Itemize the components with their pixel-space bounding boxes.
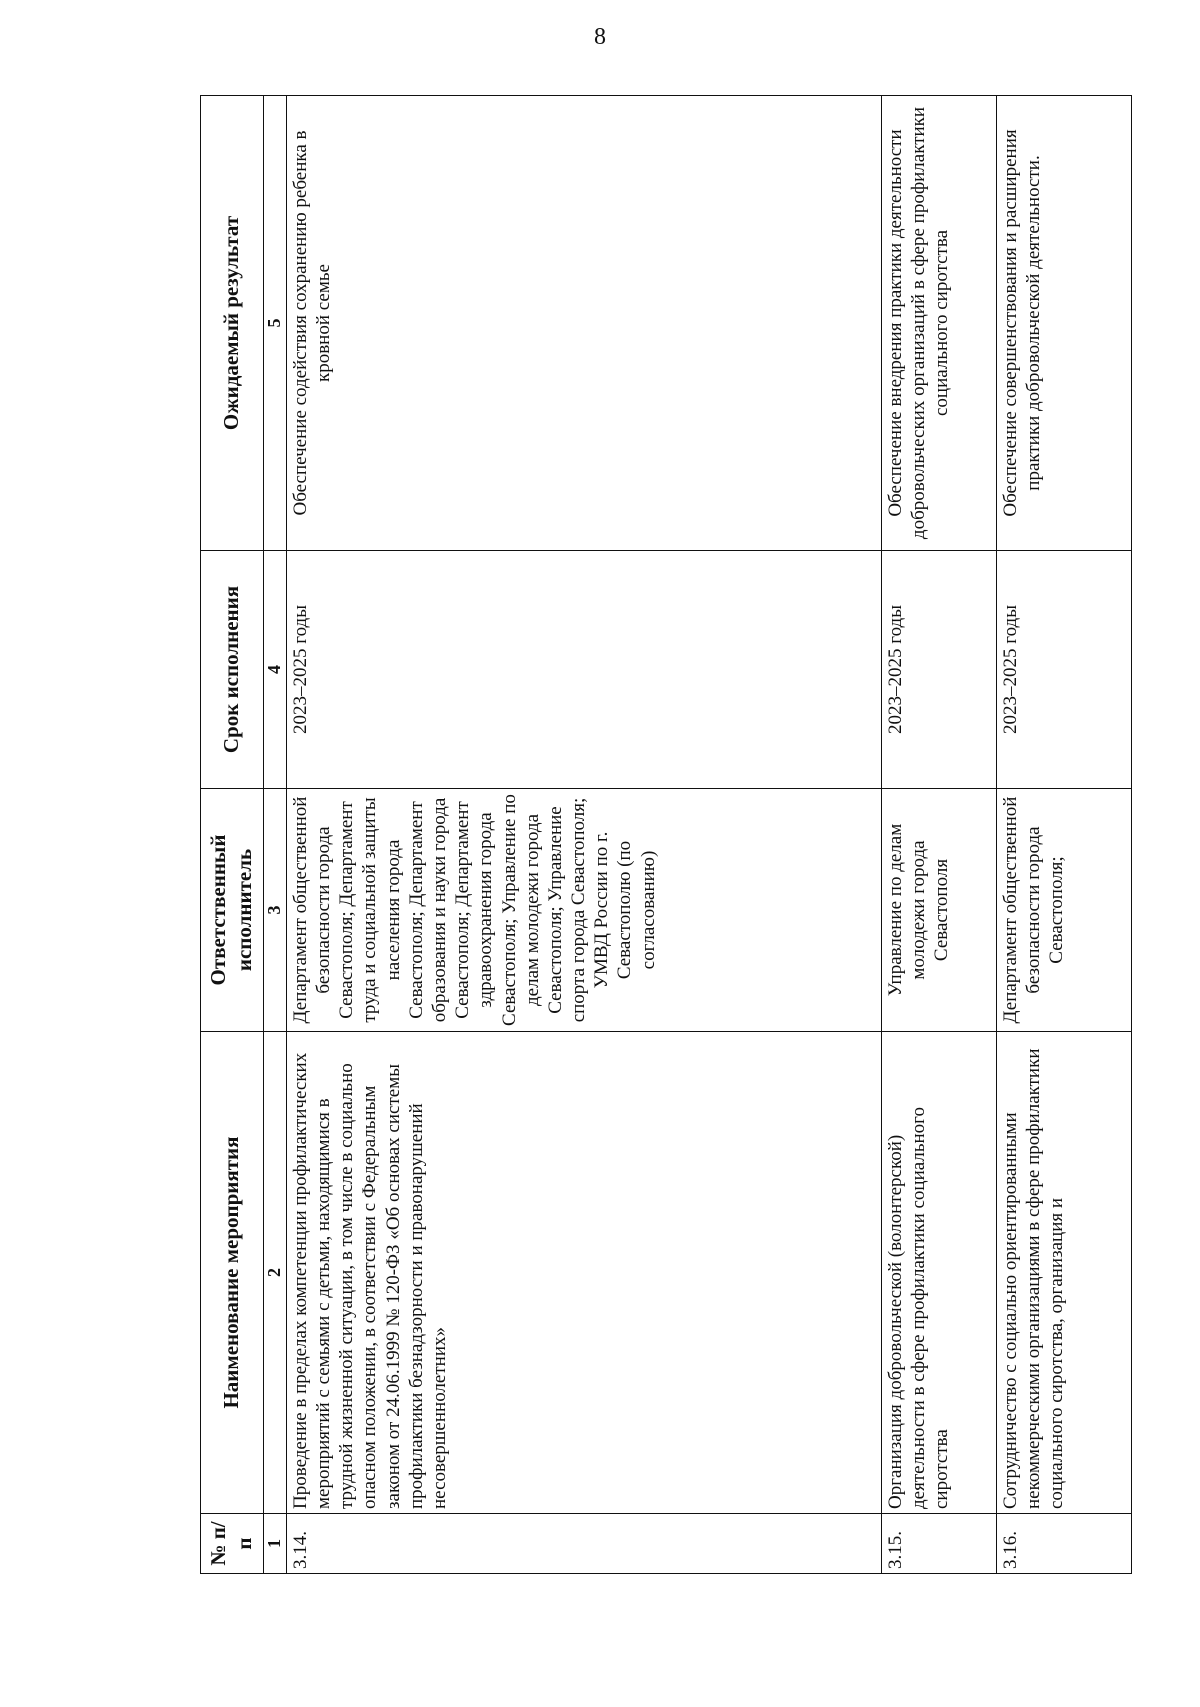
row-executor: Департамент общественной безопасности города Севастополя; Департамент труда и социальной защиты населения города Севастополя; Департамент образования и науки города Севастополя; Департамент здравоохранения города Севастополя; Управление по делам молодежи города Севастополя; Управление спорта города Севастополя; УМВД России по г. Севастополю (по согласованию) <box>286 789 881 1032</box>
row-num: 3.16. <box>996 1514 1131 1574</box>
col-number-5: 5 <box>264 96 287 551</box>
row-executor: Управление по делам молодежи города Севастополя <box>881 789 996 1032</box>
row-result: Обеспечение совершенствования и расширения практики добровольческой деятельности. <box>996 96 1131 551</box>
header-executor: Ответственный исполнитель <box>201 789 264 1032</box>
row-name: Сотрудничество с социально ориентированными некоммерческими организациями в сфере профилактики социального сиротства, организация и <box>996 1032 1131 1514</box>
table-row <box>881 96 996 1574</box>
table-header-row <box>201 96 264 1574</box>
page-number: 8 <box>594 24 606 50</box>
rotated-table-container <box>200 96 1132 1574</box>
row-name: Организация добровольческой (волонтерской) деятельности в сфере профилактики социального сиротства <box>881 1032 996 1514</box>
col-number-1: 1 <box>264 1514 287 1574</box>
header-result: Ожидаемый результат <box>201 96 264 551</box>
row-term: 2023–2025 годы <box>996 551 1131 789</box>
header-num: № п/п <box>201 1514 264 1574</box>
column-number-row <box>264 96 287 1574</box>
row-executor: Департамент общественной безопасности города Севастополя; <box>996 789 1131 1032</box>
header-term: Срок исполнения <box>201 551 264 789</box>
col-number-4: 4 <box>264 551 287 789</box>
table-row <box>996 96 1131 1574</box>
table-row <box>286 96 881 1574</box>
col-number-2: 2 <box>264 1032 287 1514</box>
col-number-3: 3 <box>264 789 287 1032</box>
row-term: 2023–2025 годы <box>881 551 996 789</box>
header-name: Наименование мероприятия <box>201 1032 264 1514</box>
row-term: 2023–2025 годы <box>286 551 881 789</box>
row-result: Обеспечение содействия сохранению ребенка в кровной семье <box>286 96 881 551</box>
row-name: Проведение в пределах компетенции профилактических мероприятий с семьями с детьми, находящимися в трудной жизненной ситуации, в том числе в социально опасном положении, в соответствии с Федеральным законом от 24.06.1999 № 120-ФЗ «Об основах системы профилактики безнадзорности и правонарушений несовершеннолетних» <box>286 1032 881 1514</box>
row-num: 3.15. <box>881 1514 996 1574</box>
measures-table <box>200 95 1132 1574</box>
row-num: 3.14. <box>286 1514 881 1574</box>
row-result: Обеспечение внедрения практики деятельности добровольческих организаций в сфере профилактики социального сиротства <box>881 96 996 551</box>
